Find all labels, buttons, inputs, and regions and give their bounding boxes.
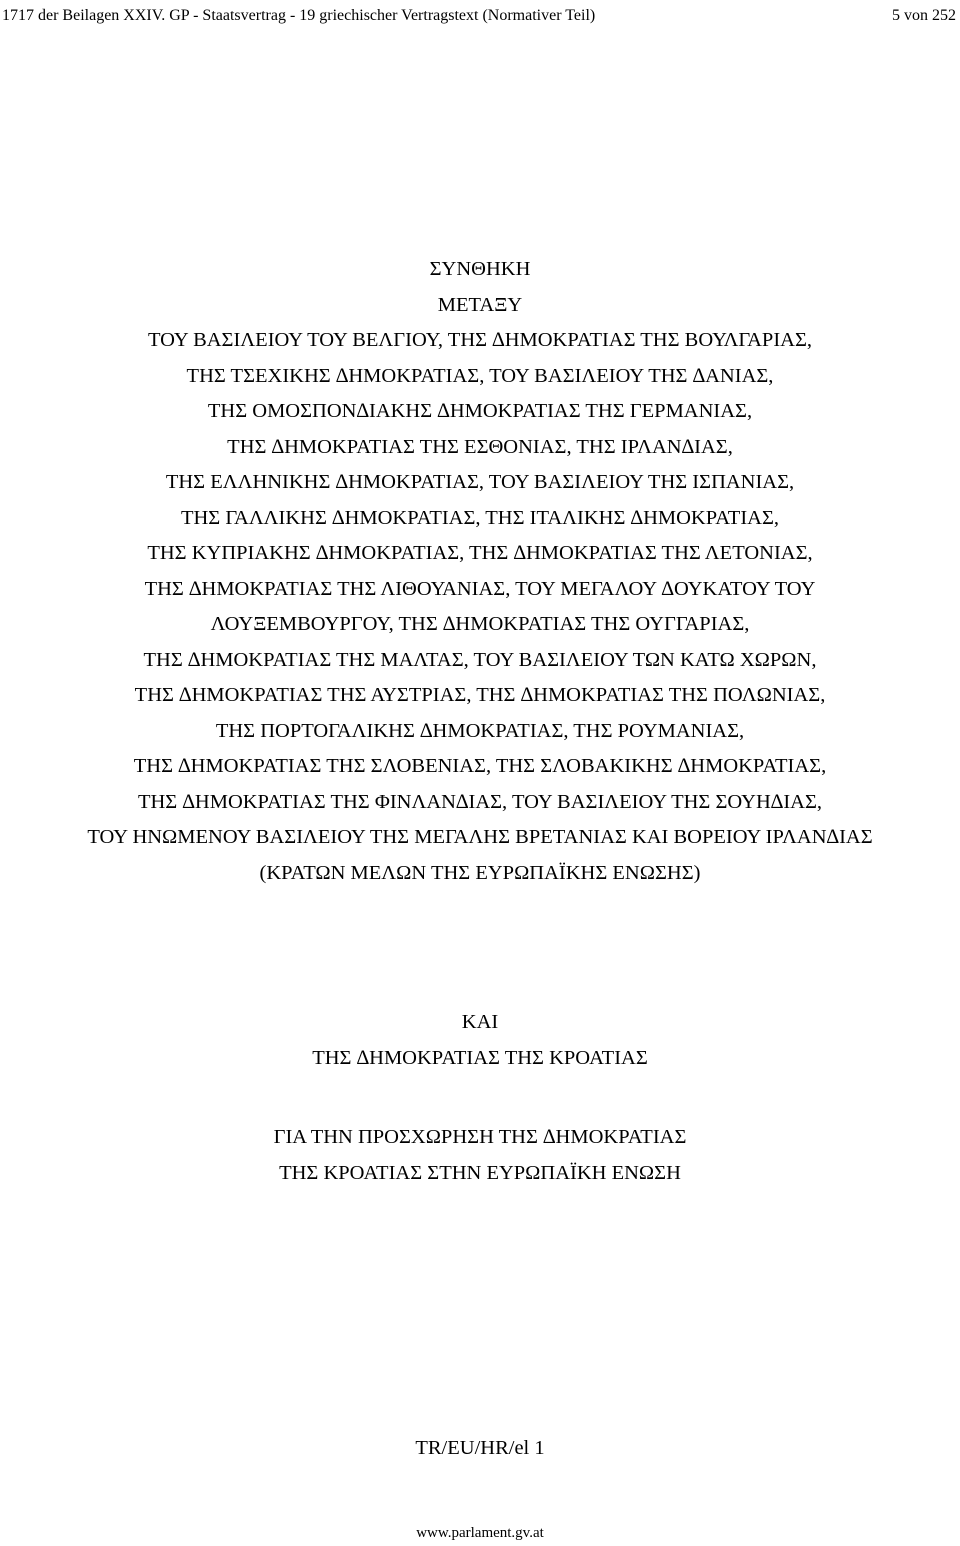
- title-line: ΤΗΣ ΟΜΟΣΠΟΝ∆ΙΑΚΗΣ ∆ΗΜΟΚΡΑΤΙΑΣ ΤΗΣ ΓΕΡΜΑΝΙΑΣ,: [207, 400, 753, 422]
- title-line: ΛΟΥΞΕΜΒΟΥΡΓΟΥ, ΤΗΣ ∆ΗΜΟΚΡΑΤΙΑΣ ΤΗΣ ΟΥΓΓΑΡΙΑΣ,: [210, 613, 750, 635]
- title-line: ΤΗΣ ΚΥΠΡΙΑΚΗΣ ∆ΗΜΟΚΡΑΤΙΑΣ, ΤΗΣ ∆ΗΜΟΚΡΑΤΙΑΣ ΤΗΣ ΛΕΤΟΝΙΑΣ,: [147, 542, 813, 564]
- document-reference: TR/EU/HR/el 1: [415, 1437, 545, 1459]
- kai-block: [0, 1012, 960, 1083]
- accession-line: ΤΗΣ ΚΡΟΑΤΙΑΣ ΣΤΗΝ ΕΥΡΩΠΑΪΚΗ ΕΝΩΣΗ: [279, 1161, 681, 1184]
- accession-line: ΓΙΑ ΤΗΝ ΠΡΟΣΧΩΡΗΣΗ ΤΗΣ ∆ΗΜΟΚΡΑΤΙΑΣ: [273, 1126, 687, 1148]
- header-page-number: 5 von 252: [892, 7, 956, 24]
- kai-line: ΚΑΙ: [461, 1011, 499, 1033]
- title-line: (ΚΡΑΤΩΝ ΜΕΛΩΝ ΤΗΣ ΕΥΡΩΠΑΪΚΗΣ ΕΝΩΣΗΣ): [259, 861, 701, 884]
- header-document-info: 1717 der Beilagen XXIV. GP - Staatsvertrag - 19 griechischer Vertragstext (Normativer Teil): [2, 7, 596, 24]
- title-line: ΤΗΣ ∆ΗΜΟΚΡΑΤΙΑΣ ΤΗΣ ΕΣΘΟΝΙΑΣ, ΤΗΣ ΙΡΛΑΝ∆ΙΑΣ,: [227, 435, 733, 458]
- title-line: ΜΕΤΑΞΥ: [437, 293, 523, 316]
- treaty-title-block: [0, 259, 960, 898]
- croatia-line: ΤΗΣ ∆ΗΜΟΚΡΑΤΙΑΣ ΤΗΣ ΚΡΟΑΤΙΑΣ: [312, 1046, 648, 1069]
- title-line: ΤΗΣ ΠΟΡΤΟΓΑΛΙΚΗΣ ∆ΗΜΟΚΡΑΤΙΑΣ, ΤΗΣ ΡΟΥΜΑΝΙΑΣ,: [215, 719, 745, 742]
- title-line: ΤΟΥ ΗΝΩΜΕΝΟΥ ΒΑΣΙΛΕΙΟΥ ΤΗΣ ΜΕΓΑΛΗΣ ΒΡΕΤΑΝΙΑΣ ΚΑΙ ΒΟΡΕΙΟΥ ΙΡΛΑΝ∆ΙΑΣ: [87, 826, 873, 848]
- title-line: ΤΗΣ ΕΛΛΗΝΙΚΗΣ ∆ΗΜΟΚΡΑΤΙΑΣ, ΤΟΥ ΒΑΣΙΛΕΙΟΥ ΤΗΣ ΙΣΠΑΝΙΑΣ,: [165, 471, 795, 493]
- title-line: ΤΟΥ ΒΑΣΙΛΕΙΟΥ ΤΟΥ ΒΕΛΓΙΟΥ, ΤΗΣ ∆ΗΜΟΚΡΑΤΙΑΣ ΤΗΣ ΒΟΥΛΓΑΡΙΑΣ,: [147, 329, 813, 351]
- title-line: ΤΗΣ ∆ΗΜΟΚΡΑΤΙΑΣ ΤΗΣ ΛΙΘΟΥΑΝΙΑΣ, ΤΟΥ ΜΕΓΑΛΟΥ ∆ΟΥΚΑΤΟΥ ΤΟΥ: [144, 577, 816, 600]
- title-line: ΤΗΣ ∆ΗΜΟΚΡΑΤΙΑΣ ΤΗΣ ΦΙΝΛΑΝ∆ΙΑΣ, ΤΟΥ ΒΑΣΙΛΕΙΟΥ ΤΗΣ ΣΟΥΗ∆ΙΑΣ,: [137, 790, 823, 813]
- title-line: ΣΥΝΘΗΚΗ: [429, 258, 531, 280]
- title-line: ΤΗΣ ∆ΗΜΟΚΡΑΤΙΑΣ ΤΗΣ ΜΑΛΤΑΣ, ΤΟΥ ΒΑΣΙΛΕΙΟΥ ΤΩΝ ΚΑΤΩ ΧΩΡΩΝ,: [143, 648, 817, 671]
- page-header: [0, 0, 960, 30]
- title-line: ΤΗΣ ΤΣΕΧΙΚΗΣ ∆ΗΜΟΚΡΑΤΙΑΣ, ΤΟΥ ΒΑΣΙΛΕΙΟΥ ΤΗΣ ∆ΑΝΙΑΣ,: [186, 364, 774, 387]
- footer-url: www.parlament.gv.at: [416, 1525, 544, 1541]
- title-line: ΤΗΣ ∆ΗΜΟΚΡΑΤΙΑΣ ΤΗΣ ΣΛΟΒΕΝΙΑΣ, ΤΗΣ ΣΛΟΒΑΚΙΚΗΣ ∆ΗΜΟΚΡΑΤΙΑΣ,: [133, 755, 827, 777]
- title-line: ΤΗΣ ΓΑΛΛΙΚΗΣ ∆ΗΜΟΚΡΑΤΙΑΣ, ΤΗΣ ΙΤΑΛΙΚΗΣ ∆ΗΜΟΚΡΑΤΙΑΣ,: [180, 506, 780, 529]
- title-line: ΤΗΣ ∆ΗΜΟΚΡΑΤΙΑΣ ΤΗΣ ΑΥΣΤΡΙΑΣ, ΤΗΣ ∆ΗΜΟΚΡΑΤΙΑΣ ΤΗΣ ΠΟΛΩΝΙΑΣ,: [134, 684, 826, 706]
- accession-block: [0, 1127, 960, 1198]
